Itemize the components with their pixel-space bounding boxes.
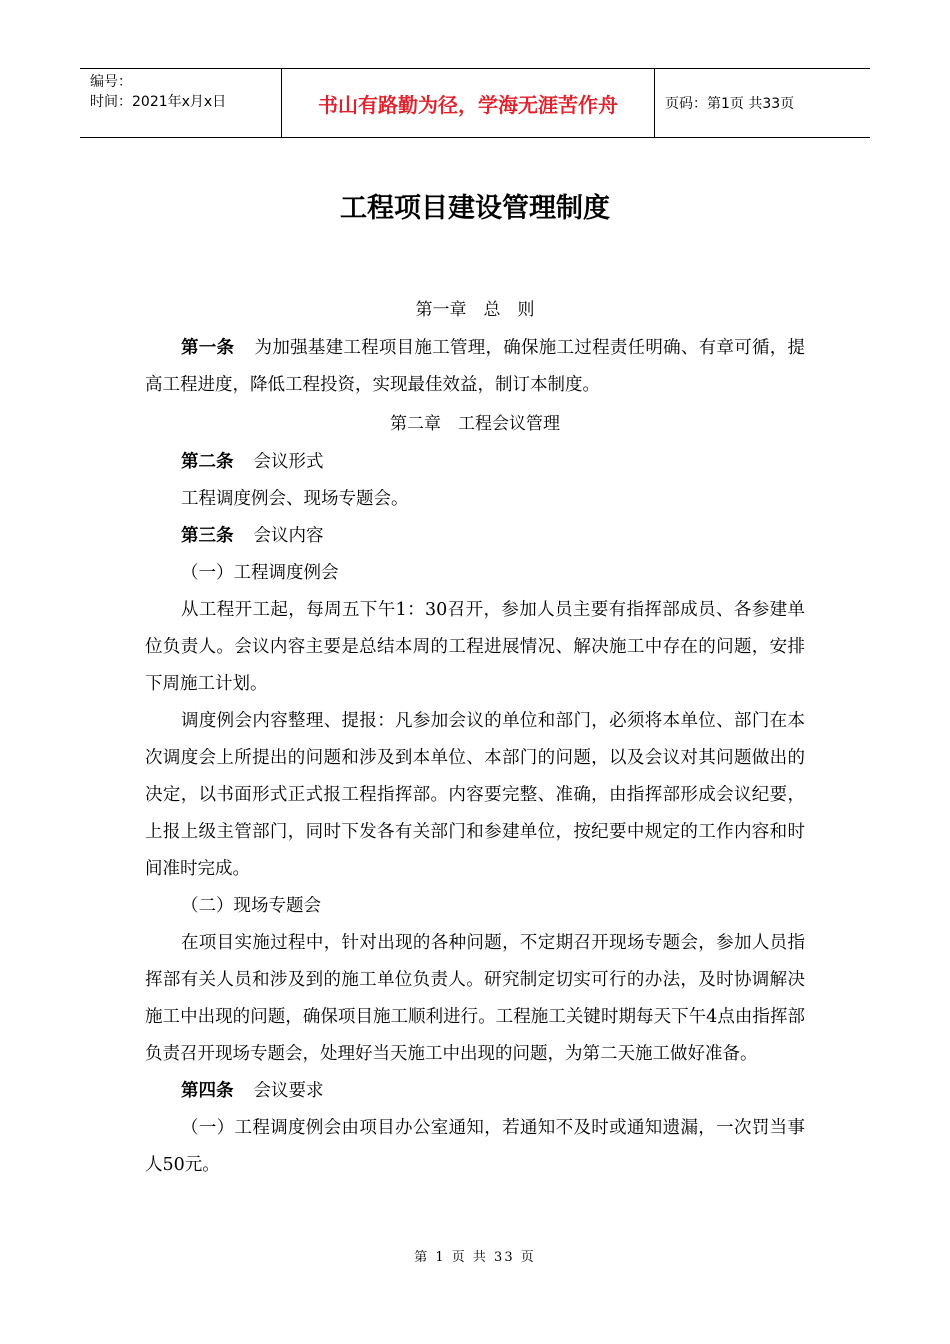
- chapter-heading-2: 第二章 工程会议管理: [390, 414, 560, 434]
- section-1-title: （一）工程调度例会: [181, 563, 339, 583]
- section-2-title: （二）现场专题会: [181, 896, 321, 916]
- section-2-paragraph-1: 在项目实施过程中，针对出现的各种问题，不定期召开现场专题会，参加人员指挥部有关人员和涉及到的施工单位负责人。研究制定切实可行的办法，及时协调解决施工中出现的问题，确保项目施工顺利进行。工程施工关键时期每天下午4点由指挥部负责召开现场专题会，处理好当天施工中出现的问题，为第二天施工做好准备。: [145, 933, 805, 1064]
- article-3: [145, 518, 805, 555]
- article-4-paragraph-1: （一）工程调度例会由项目办公室通知，若通知不及时或通知遗漏，一次罚当事人50元。: [145, 1118, 805, 1175]
- article-3-text: 会议内容: [253, 526, 324, 546]
- header-motto: 书山有路勤为径，学海无涯苦作舟: [282, 69, 655, 137]
- number-label: 编号：: [90, 74, 132, 90]
- article-4-text: 会议要求: [253, 1081, 324, 1101]
- section-1-paragraph-2: 调度例会内容整理、提报：凡参加会议的单位和部门，必须将本单位、部门在本次调度会上所提出的问题和涉及到本单位、本部门的问题，以及会议对其问题做出的决定，以书面形式正式报工程指挥部。内容要完整、准确，由指挥部形成会议纪要，上报上级主管部门，同时下发各有关部门和参建单位，按纪要中规定的工作内容和时间准时完成。: [145, 711, 805, 879]
- article-2: [145, 444, 805, 481]
- article-2-label: 第二条: [181, 452, 234, 472]
- chapter-heading-1: 第一章 总 则: [415, 300, 535, 320]
- article-1-label: 第一条: [181, 338, 235, 358]
- article-4-label: 第四条: [181, 1081, 234, 1101]
- time-label: 时间：2021年x月x日: [90, 94, 227, 110]
- page-footer: 第 1 页 共 33 页: [414, 1250, 536, 1265]
- document-body: [145, 290, 805, 1184]
- article-4: [145, 1073, 805, 1110]
- article-1: [145, 330, 805, 404]
- article-1-text: 为加强基建工程项目施工管理，确保施工过程责任明确、有章可循，提高工程进度，降低工程投资，实现最佳效益，制订本制度。: [145, 338, 806, 395]
- header-meta: [80, 69, 282, 137]
- header-page-info: 页码：第1页 共33页: [665, 96, 795, 112]
- article-2-body: 工程调度例会、现场专题会。: [181, 489, 409, 509]
- document-title: 工程项目建设管理制度: [340, 193, 610, 224]
- article-2-text: 会议形式: [253, 452, 324, 472]
- article-3-label: 第三条: [181, 526, 234, 546]
- section-1-paragraph-1: 从工程开工起，每周五下午1：30召开，参加人员主要有指挥部成员、各参建单位负责人。会议内容主要是总结本周的工程进展情况、解决施工中存在的问题，安排下周施工计划。: [145, 600, 805, 694]
- document-header: [80, 68, 870, 138]
